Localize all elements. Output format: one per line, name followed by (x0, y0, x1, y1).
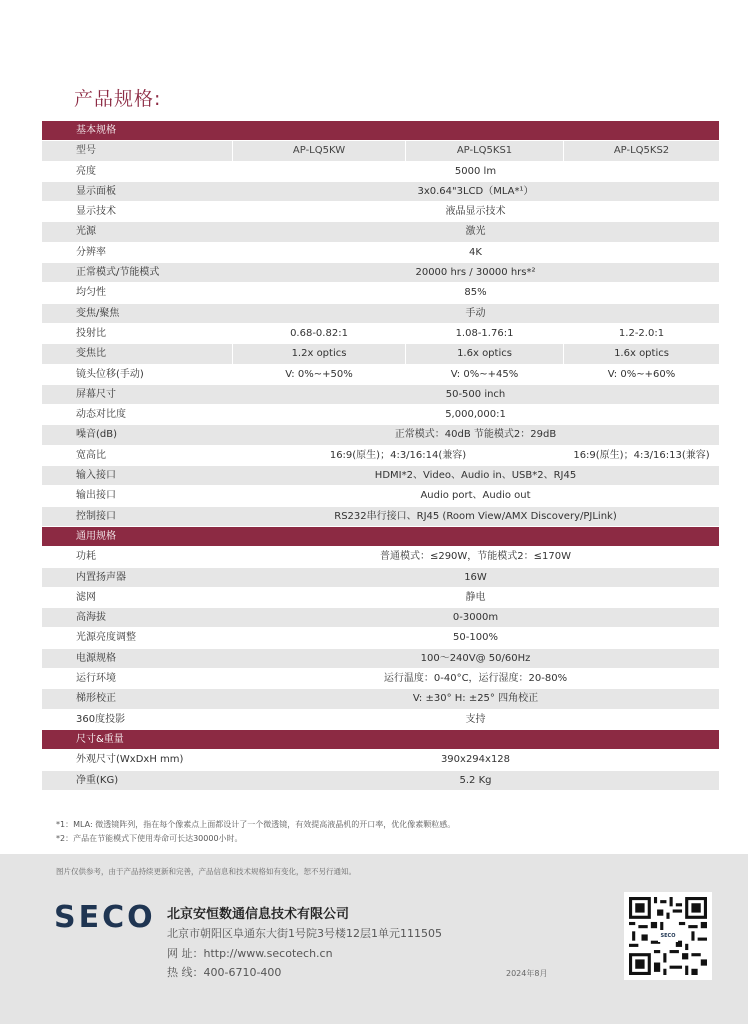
row-value: 390x294x128 (440, 754, 511, 766)
row-value: 85% (464, 287, 487, 299)
row-value: V: ±30° H: ±25° 四角校正 (412, 693, 539, 705)
spec-row (42, 750, 719, 770)
spec-row (42, 283, 719, 303)
spec-row (42, 304, 719, 324)
row-value: 5000 lm (454, 165, 497, 177)
row-value: V: 0%~+50% (232, 365, 405, 384)
row-label: 均匀性 (76, 287, 106, 299)
row-value: 静电 (465, 591, 486, 603)
section-title: 尺寸&重量 (76, 733, 124, 745)
row-label: 宽高比 (76, 449, 106, 461)
spec-row (42, 588, 719, 608)
company-name: 北京安恒数通信息技术有限公司 (167, 907, 350, 922)
spec-row (42, 385, 719, 405)
row-label: 型号 (76, 145, 96, 157)
row-label: 输出接口 (76, 490, 116, 502)
spec-row (42, 649, 719, 669)
row-label: 镜头位移(手动) (76, 368, 144, 380)
publish-date: 2024年8月 (506, 969, 548, 978)
row-value: 正常模式：40dB 节能模式2：29dB (394, 429, 557, 441)
footer (0, 854, 748, 1024)
row-value: 1.6x optics (405, 344, 563, 363)
row-value: 5,000,000:1 (445, 409, 506, 421)
row-value: 3x0.64"3LCD（MLA*¹） (417, 185, 534, 197)
row-value: 16:9(原生)；4:3/16:14(兼容) (232, 446, 563, 465)
spec-row (42, 324, 719, 344)
row-label: 屏幕尺寸 (76, 388, 116, 400)
row-value: 1.2x optics (232, 344, 405, 363)
row-value: 激光 (465, 226, 486, 238)
row-value: 1.2-2.0:1 (563, 324, 719, 343)
model-values (232, 324, 719, 343)
row-label: 运行环境 (76, 673, 116, 685)
model-row (42, 141, 719, 161)
row-value: 100～240V@ 50/60Hz (420, 652, 531, 664)
row-label: 外观尺寸(WxDxH mm) (76, 754, 184, 766)
company-address: 北京市朝阳区阜通东大街1号院3号楼12层1单元111505 (167, 927, 442, 940)
spec-row (42, 446, 719, 466)
row-label: 控制接口 (76, 510, 116, 522)
spec-row (42, 628, 719, 648)
row-value: 0-3000m (452, 612, 499, 624)
seco-logo: SECO (54, 900, 156, 935)
row-label: 高海拔 (76, 612, 106, 624)
spec-row (42, 547, 719, 567)
section-header-basic (42, 121, 719, 141)
spec-row (42, 162, 719, 182)
row-label: 噪音(dB) (76, 429, 118, 441)
spec-row (42, 771, 719, 791)
row-label: 输入接口 (76, 470, 116, 482)
row-value: 50-500 inch (445, 388, 506, 400)
row-value: V: 0%~+60% (563, 365, 719, 384)
row-value: 16:9(原生)；4:3/16:13(兼容) (563, 446, 719, 465)
row-label: 分辨率 (76, 246, 106, 258)
row-value: 4K (469, 246, 482, 258)
row-value: 液晶显示技术 (445, 206, 506, 218)
qr-center-logo: SECO (658, 930, 678, 942)
spec-row (42, 608, 719, 628)
model-name: AP-LQ5KS1 (405, 141, 563, 160)
spec-row (42, 568, 719, 588)
row-label: 电源规格 (76, 652, 116, 664)
footnotes (56, 818, 455, 846)
row-value: 支持 (465, 713, 486, 725)
spec-row (42, 222, 719, 242)
page-title: 产品规格: (74, 88, 162, 110)
row-label: 变焦/聚焦 (76, 307, 120, 319)
row-label: 显示技术 (76, 206, 116, 218)
row-label: 内置扬声器 (76, 571, 126, 583)
row-value: 50-100% (453, 632, 498, 644)
row-label: 360度投影 (76, 713, 126, 725)
row-label: 光源亮度调整 (76, 632, 136, 644)
spec-table (42, 121, 719, 791)
spec-row (42, 689, 719, 709)
section-header-size (42, 730, 719, 750)
row-label: 功耗 (76, 551, 96, 563)
row-value: V: 0%~+45% (405, 365, 563, 384)
row-label: 正常模式/节能模式 (76, 267, 160, 279)
row-label: 净重(KG) (76, 774, 119, 786)
model-values (232, 446, 719, 465)
disclaimer: 图片仅供参考，由于产品持续更新和完善，产品信息和技术规格如有变化，恕不另行通知。 (56, 867, 356, 876)
row-value: 5.2 Kg (459, 774, 492, 786)
footnote: *1：MLA: 微透镜阵列，指在每个像素点上面都设计了一个微透镜，有效提高液晶机的开口率，优化像素颗粒感。 (56, 820, 456, 829)
row-label: 显示面板 (76, 185, 116, 197)
row-value: 1.08-1.76:1 (405, 324, 563, 343)
row-label: 滤网 (76, 591, 96, 603)
spec-row (42, 365, 719, 385)
spec-row (42, 425, 719, 445)
row-value: 0.68-0.82:1 (232, 324, 405, 343)
section-title: 通用规格 (76, 530, 116, 542)
qr-code[interactable] (624, 892, 712, 980)
row-label: 投射比 (76, 327, 106, 339)
row-label: 光源 (76, 226, 96, 238)
spec-row (42, 669, 719, 689)
spec-row (42, 405, 719, 425)
row-value: 16W (464, 571, 487, 583)
row-value: HDMI*2、Video、Audio in、USB*2、RJ45 (374, 470, 577, 482)
spec-row (42, 182, 719, 202)
row-value: 运行温度：0-40°C，运行湿度：20-80% (383, 673, 568, 685)
model-name: AP-LQ5KW (232, 141, 405, 160)
row-value: 手动 (465, 307, 486, 319)
model-values (232, 141, 719, 160)
row-value: RS232串行接口、RJ45 (Room View/AMX Discovery/PJLink) (334, 510, 617, 522)
spec-row (42, 710, 719, 730)
spec-row (42, 243, 719, 263)
row-label: 亮度 (76, 165, 96, 177)
row-value: 1.6x optics (563, 344, 719, 363)
row-value: 20000 hrs / 30000 hrs*² (415, 267, 536, 279)
section-title: 基本规格 (76, 125, 116, 136)
row-label: 变焦比 (76, 348, 106, 360)
model-name: AP-LQ5KS2 (563, 141, 719, 160)
spec-row (42, 507, 719, 527)
spec-row (42, 486, 719, 506)
row-label: 梯形校正 (76, 693, 116, 705)
spec-row (42, 202, 719, 222)
model-values (232, 365, 719, 384)
spec-row (42, 344, 719, 364)
company-hotline: 热 线：400-6710-400 (167, 966, 282, 979)
company-website: 网 址：http://www.secotech.cn (167, 947, 333, 960)
row-value: 普通模式：≤290W，节能模式2：≤170W (379, 551, 572, 563)
section-header-general (42, 527, 719, 547)
spec-row (42, 263, 719, 283)
row-value: Audio port、Audio out (420, 490, 531, 502)
row-label: 动态对比度 (76, 409, 126, 421)
model-values (232, 344, 719, 363)
footnote: *2：产品在节能模式下使用寿命可长达30000小时。 (56, 834, 243, 843)
spec-row (42, 466, 719, 486)
